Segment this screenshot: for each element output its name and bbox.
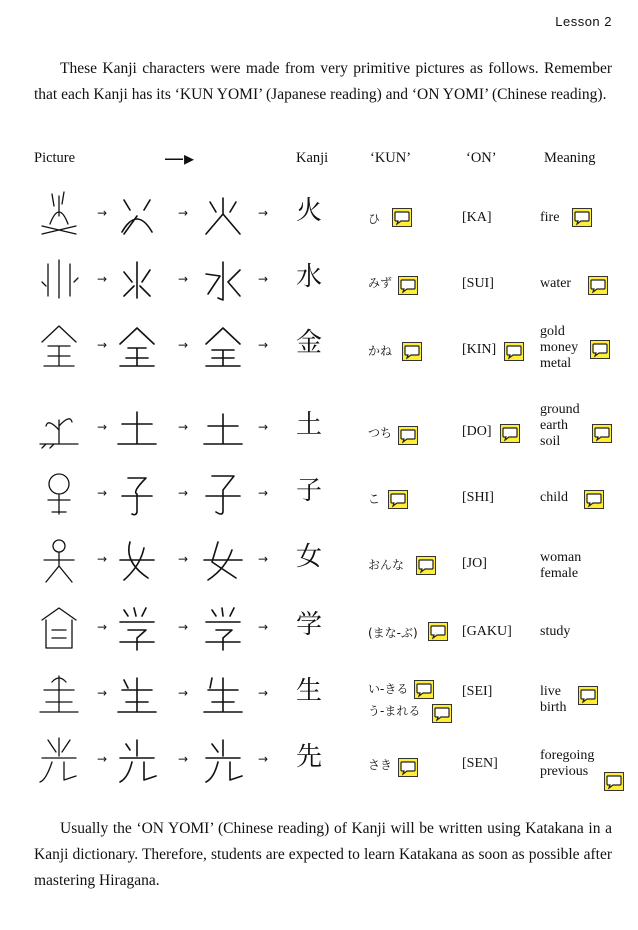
evolving-form-1 <box>110 400 164 454</box>
on-reading: [GAKU] <box>462 624 512 639</box>
meaning <box>540 748 594 780</box>
meaning-line: metal <box>540 356 572 371</box>
arrow: → <box>258 620 269 634</box>
meaning-line: foregoing <box>540 748 595 763</box>
comment-bubble-icon <box>417 557 435 574</box>
kun-reading: い-きる <box>368 682 409 696</box>
kanji-character: 女 <box>296 542 323 572</box>
arrow: → <box>258 338 269 352</box>
primitive-picture <box>32 318 86 372</box>
kanji-character: 生 <box>296 676 323 706</box>
kanji-character: 先 <box>296 742 323 772</box>
meaning-line: fire <box>540 210 560 225</box>
arrow: → <box>258 420 269 434</box>
primitive-picture <box>32 466 86 520</box>
evolving-form-1 <box>110 666 164 720</box>
arrow: → <box>178 752 189 766</box>
intro-paragraph: These Kanji characters were made from very primitive pictures as follows. Remember that each Kanji has its ‘KUN YOMI’ (Japanese reading) and ‘ON YOMI’ (Chinese reading). <box>34 60 612 103</box>
on-reading: [SUI] <box>462 276 494 291</box>
primitive-picture <box>32 186 86 240</box>
on-reading: [DO] <box>462 424 492 439</box>
lesson-label: Lesson 2 <box>555 14 612 29</box>
evolving-form-2 <box>196 466 250 520</box>
arrow: → <box>258 272 269 286</box>
comment-bubble-icon <box>399 759 417 776</box>
comment-bubble-icon <box>593 425 611 442</box>
comment-bubble-icon <box>399 427 417 444</box>
kun-reading: こ <box>368 492 381 506</box>
meaning-comment-button[interactable] <box>584 490 604 509</box>
comment-bubble-icon <box>433 705 451 722</box>
meaning-line: previous <box>540 764 589 779</box>
arrow: → <box>258 206 269 220</box>
comment-bubble-icon <box>573 209 591 226</box>
meaning <box>540 624 570 640</box>
kun-comment-button[interactable] <box>392 208 412 227</box>
arrow: → <box>258 752 269 766</box>
kun-reading: つち <box>368 426 393 440</box>
arrow: → <box>178 620 189 634</box>
comment-bubble-icon <box>579 687 597 704</box>
comment-bubble-icon <box>389 491 407 508</box>
arrow: → <box>178 420 189 434</box>
meaning-line: female <box>540 566 579 581</box>
kun-comment-button[interactable] <box>398 426 418 445</box>
kun-comment-button[interactable] <box>398 276 418 295</box>
primitive-picture <box>32 600 86 654</box>
col-kun-header: ‘KUN’ <box>370 150 412 166</box>
meaning-line: study <box>540 624 571 639</box>
meaning-comment-button[interactable] <box>572 208 592 227</box>
meaning-comment-button[interactable] <box>588 276 608 295</box>
evolving-form-1 <box>110 186 164 240</box>
arrow: → <box>97 686 108 700</box>
outro-paragraph: Usually the ‘ON YOMI’ (Chinese reading) of Kanji will be written using Katakana in a Kanji dictionary. Therefore, students are expected to learn Katakana as soon as possible after mastering Hiragana. <box>34 820 612 889</box>
meaning <box>540 210 559 226</box>
on-reading: [KA] <box>462 210 492 225</box>
primitive-picture <box>32 532 86 586</box>
on-reading: [SHI] <box>462 490 494 505</box>
kun-reading: (まな-ぶ) <box>368 626 418 640</box>
arrow: → <box>97 486 108 500</box>
evolving-form-2 <box>196 732 250 786</box>
kun-comment-button[interactable] <box>414 680 434 699</box>
on-reading: [SEN] <box>462 756 498 771</box>
kun-reading: ひ <box>368 212 381 226</box>
kanji-character: 土 <box>296 410 323 440</box>
arrow: → <box>97 752 108 766</box>
kun-comment-button[interactable] <box>388 490 408 509</box>
comment-bubble-icon <box>403 343 421 360</box>
comment-bubble-icon <box>429 623 447 640</box>
primitive-picture <box>32 252 86 306</box>
arrow: → <box>178 486 189 500</box>
comment-bubble-icon <box>393 209 411 226</box>
col-picture-header: Picture <box>34 150 76 166</box>
arrow: → <box>258 686 269 700</box>
meaning-line: ground <box>540 402 580 417</box>
primitive-picture <box>32 400 86 454</box>
comment-bubble-icon <box>591 341 609 358</box>
meaning-line: soil <box>540 434 561 449</box>
kun-reading-alt: う-まれる <box>368 704 421 718</box>
primitive-picture <box>32 732 86 786</box>
comment-bubble-icon <box>585 491 603 508</box>
evolving-form-1 <box>110 318 164 372</box>
meaning-line: water <box>540 276 572 291</box>
meaning-line: child <box>540 490 568 505</box>
meaning-line: gold <box>540 324 565 339</box>
meaning-line: woman <box>540 550 582 565</box>
kun-reading: みず <box>368 276 393 290</box>
comment-bubble-icon <box>415 681 433 698</box>
arrow: → <box>258 552 269 566</box>
arrow: → <box>178 206 189 220</box>
kanji-character: 学 <box>296 610 323 640</box>
on-comment-button[interactable] <box>504 342 524 361</box>
arrow: → <box>178 272 189 286</box>
evolving-form-2 <box>196 666 250 720</box>
evolving-form-1 <box>110 532 164 586</box>
arrow: → <box>97 420 108 434</box>
meaning-comment-button[interactable] <box>578 686 598 705</box>
evolving-form-2 <box>196 186 250 240</box>
comment-bubble-icon <box>399 277 417 294</box>
evolving-form-1 <box>110 732 164 786</box>
meaning-line: earth <box>540 418 568 433</box>
on-reading: [JO] <box>462 556 487 571</box>
col-on-header: ‘ON’ <box>466 150 497 166</box>
meaning-line: birth <box>540 700 567 715</box>
on-comment-button[interactable] <box>500 424 520 443</box>
meaning-line: live <box>540 684 561 699</box>
arrow: → <box>97 338 108 352</box>
kun-comment-button[interactable] <box>402 342 422 361</box>
kun-reading: かね <box>368 344 393 358</box>
meaning-comment-button[interactable] <box>592 424 612 443</box>
kun-comment-button[interactable] <box>416 556 436 575</box>
evolving-form-2 <box>196 318 250 372</box>
header-arrow: —▸ <box>164 146 195 170</box>
arrow: → <box>258 486 269 500</box>
arrow: → <box>178 552 189 566</box>
on-reading: [SEI] <box>462 684 493 699</box>
comment-bubble-icon <box>589 277 607 294</box>
kun-comment-button[interactable] <box>398 758 418 777</box>
meaning-line: money <box>540 340 579 355</box>
meaning <box>540 684 566 716</box>
col-meaning-header: Meaning <box>544 150 596 166</box>
kanji-character: 火 <box>296 196 323 226</box>
kanji-character: 水 <box>296 262 323 292</box>
kun-reading: さき <box>368 758 393 772</box>
meaning-comment-button[interactable] <box>590 340 610 359</box>
comment-bubble-icon <box>605 773 623 790</box>
kanji-character: 子 <box>296 476 323 506</box>
comment-bubble-icon <box>505 343 523 360</box>
kun-comment-button[interactable] <box>428 622 448 641</box>
meaning <box>540 324 578 372</box>
meaning <box>540 276 571 292</box>
kun-alt-comment-button[interactable] <box>432 704 452 723</box>
evolving-form-2 <box>196 252 250 306</box>
kun-reading: おんな <box>368 558 405 572</box>
kanji-character: 金 <box>296 328 323 358</box>
evolving-form-2 <box>196 532 250 586</box>
evolving-form-1 <box>110 252 164 306</box>
evolving-form-2 <box>196 400 250 454</box>
evolving-form-2 <box>196 600 250 654</box>
arrow: → <box>178 686 189 700</box>
meaning <box>540 402 580 450</box>
col-kanji-header: Kanji <box>296 150 329 166</box>
meaning <box>540 490 568 506</box>
arrow: → <box>97 552 108 566</box>
meaning <box>540 550 581 582</box>
meaning-comment-button[interactable] <box>604 772 624 791</box>
arrow: → <box>97 620 108 634</box>
on-reading: [KIN] <box>462 342 497 357</box>
comment-bubble-icon <box>501 425 519 442</box>
primitive-picture <box>32 666 86 720</box>
evolving-form-1 <box>110 600 164 654</box>
arrow: → <box>97 272 108 286</box>
evolving-form-1 <box>110 466 164 520</box>
arrow: → <box>97 206 108 220</box>
arrow: → <box>178 338 189 352</box>
